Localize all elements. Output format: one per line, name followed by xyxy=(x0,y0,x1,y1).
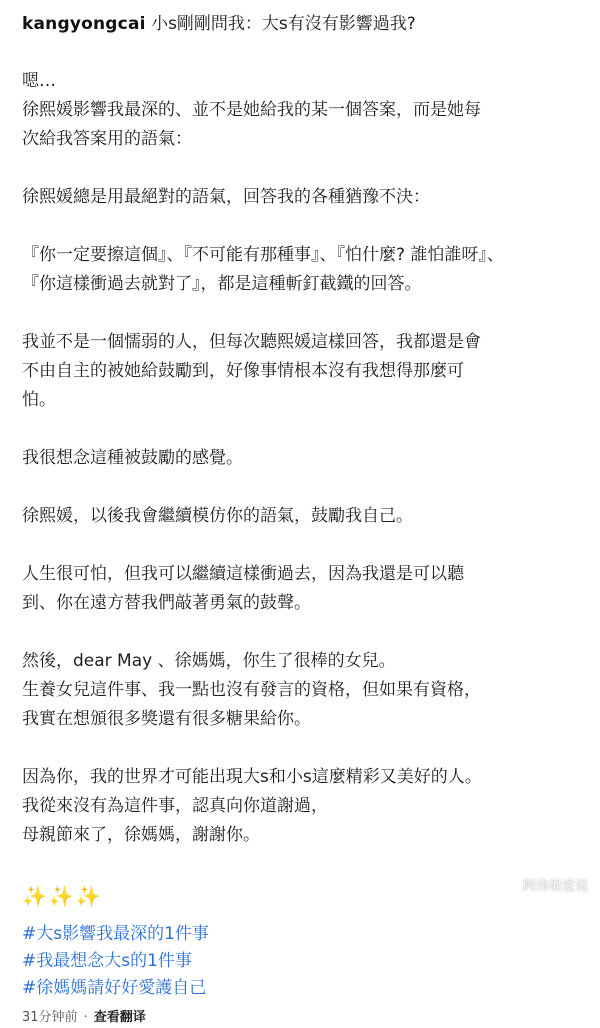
paragraph-gap xyxy=(22,531,584,560)
post-meta xyxy=(22,1008,584,1028)
caption-paragraph xyxy=(22,241,584,299)
caption-line: 生養女兒這件事、我一點也沒有發言的資格，但如果有資格， xyxy=(22,680,481,700)
caption-line: 次給我答案用的語氣： xyxy=(22,129,192,149)
caption-line: 母親節來了，徐媽媽，謝謝你。 xyxy=(22,825,260,845)
caption-line: 然後，dear May 、徐媽媽，你生了很棒的女兒。 xyxy=(22,651,396,671)
source-logo-icon xyxy=(504,877,520,893)
paragraph-gap xyxy=(22,212,584,241)
caption-line: 徐熙媛，以後我會繼續模仿你的語氣，鼓勵我自己。 xyxy=(22,506,413,526)
caption-line: 我很想念這種被鼓勵的感覺。 xyxy=(22,448,243,468)
caption-line: 我並不是一個懦弱的人，但每次聽熙媛這樣回答，我都還是會 xyxy=(22,332,481,352)
sparkles-emoji: ✨✨✨ xyxy=(22,884,103,908)
caption-line: 徐熙媛影響我最深的、並不是她給我的某一個答案，而是她每 xyxy=(22,100,481,120)
caption-line: 『你這樣衝過去就對了』，都是這種斬釘截鐵的回答。 xyxy=(22,274,422,294)
paragraph-gap xyxy=(22,38,584,67)
caption-paragraph xyxy=(22,502,584,531)
caption-line: 『你一定要擦這個』、『不可能有那種事』、『怕什麼? 誰怕誰呀』、 xyxy=(22,245,504,265)
caption-line: 到、你在遠方替我們敲著勇氣的鼓聲。 xyxy=(22,593,311,613)
hashtag-list xyxy=(22,921,584,1002)
paragraph-gap xyxy=(22,850,584,879)
caption-paragraph xyxy=(22,763,584,850)
caption-paragraph xyxy=(22,444,584,473)
caption-line: 徐熙媛總是用最絕對的語氣，回答我的各種猶豫不決： xyxy=(22,187,430,207)
caption-first-line: 小s剛剛問我：大s有沒有影響過我? xyxy=(145,14,416,34)
paragraph-gap xyxy=(22,299,584,328)
watermark-text: 阿伟很爱说 xyxy=(522,879,588,894)
watermark xyxy=(504,875,588,894)
caption-line: 人生很可怕，但我可以繼續這樣衝過去，因為我還是可以聽 xyxy=(22,564,464,584)
caption-paragraph xyxy=(22,560,584,618)
caption-line: 我從來沒有為這件事，認真向你道謝過， xyxy=(22,796,328,816)
hashtag-link[interactable]: #大s影響我最深的1件事 xyxy=(22,924,209,944)
caption-body xyxy=(22,38,584,879)
paragraph-gap xyxy=(22,473,584,502)
paragraph-gap xyxy=(22,734,584,763)
caption-paragraph xyxy=(22,647,584,734)
see-translation-button[interactable]: 查看翻译 xyxy=(93,1010,146,1025)
hashtag-link[interactable]: #徐媽媽請好好愛護自己 xyxy=(22,978,207,998)
meta-separator: · xyxy=(83,1010,88,1025)
caption-header xyxy=(22,10,584,38)
username-link[interactable]: kangyongcai xyxy=(22,14,146,34)
paragraph-gap xyxy=(22,618,584,647)
caption-line: 嗯… xyxy=(22,71,56,91)
hashtag-link[interactable]: #我最想念大s的1件事 xyxy=(22,951,192,971)
caption-paragraph xyxy=(22,67,584,154)
caption-line: 不由自主的被她給鼓勵到，好像事情根本沒有我想得那麼可 xyxy=(22,361,464,381)
caption-line: 我實在想頒很多獎還有很多糖果給你。 xyxy=(22,709,311,729)
paragraph-gap xyxy=(22,415,584,444)
caption-paragraph xyxy=(22,328,584,415)
timestamp: 31分钟前 xyxy=(22,1010,78,1025)
caption-line: 因為你，我的世界才可能出現大s和小s這麼精彩又美好的人。 xyxy=(22,767,482,787)
caption-line: 怕。 xyxy=(22,390,56,410)
paragraph-gap xyxy=(22,154,584,183)
caption-paragraph xyxy=(22,183,584,212)
